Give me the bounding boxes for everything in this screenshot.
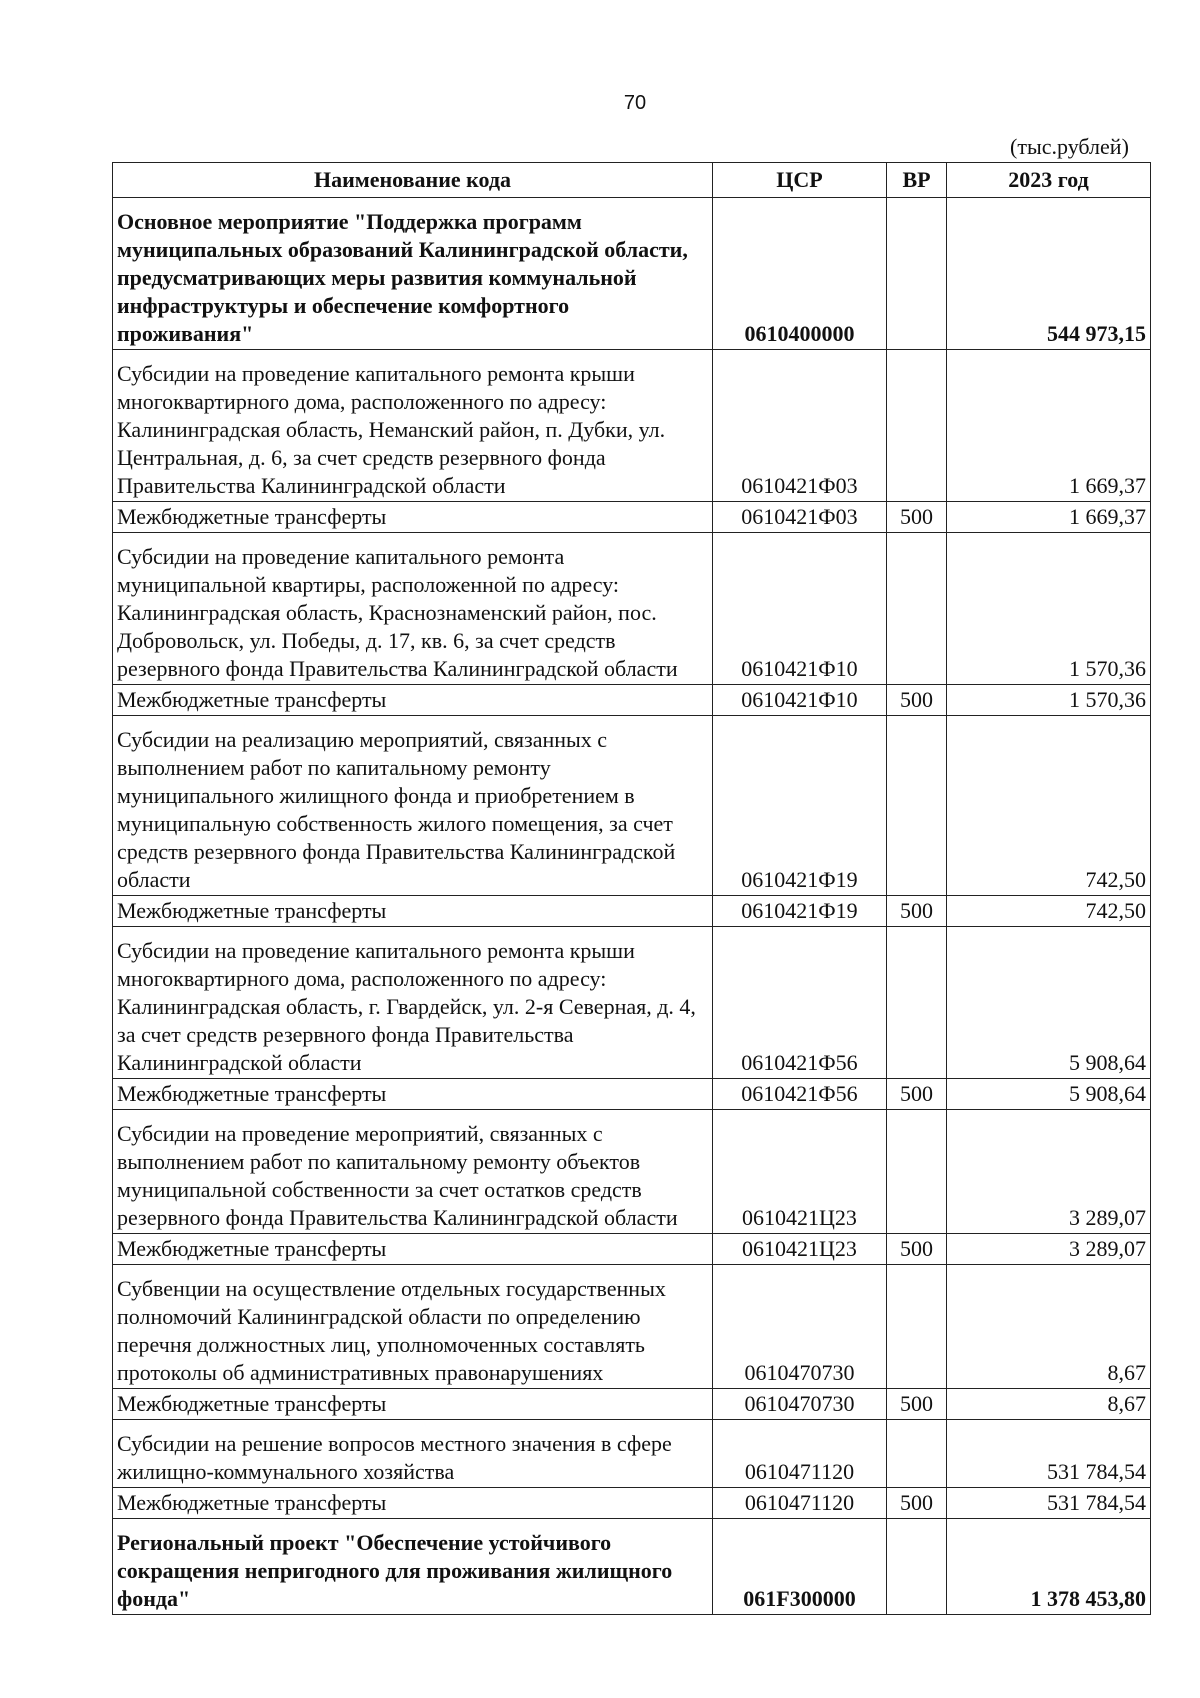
row-vr-cell — [887, 1420, 947, 1488]
row-amount-cell: 1 378 453,80 — [947, 1519, 1151, 1615]
row-name-cell: Межбюджетные трансферты — [113, 896, 713, 927]
table-row — [113, 896, 1151, 927]
row-csr-cell: 0610400000 — [713, 198, 887, 350]
row-csr-cell: 0610421Ц23 — [713, 1110, 887, 1234]
row-amount-cell: 544 973,15 — [947, 198, 1151, 350]
row-csr-cell: 0610421Ф56 — [713, 1079, 887, 1110]
table-row — [113, 1265, 1151, 1389]
table-row — [113, 1420, 1151, 1488]
row-vr-cell: 500 — [887, 896, 947, 927]
row-name-cell: Субсидии на проведение капитального ремонта муниципальной квартиры, расположенной по адресу: Калининградская область, Краснознаменский район, пос. Добровольск, ул. Победы, д. 17, кв. 6, за счет средств резервного фонда Правительства Калининградской области — [113, 533, 713, 685]
row-name-cell: Межбюджетные трансферты — [113, 1389, 713, 1420]
row-amount-cell: 742,50 — [947, 896, 1151, 927]
row-csr-cell: 0610471120 — [713, 1420, 887, 1488]
row-amount-cell: 1 570,36 — [947, 685, 1151, 716]
row-vr-cell — [887, 350, 947, 502]
row-amount-cell: 5 908,64 — [947, 1079, 1151, 1110]
header-name: Наименование кода — [113, 163, 713, 198]
row-csr-cell: 0610421Ц23 — [713, 1234, 887, 1265]
row-name-cell: Субвенции на осуществление отдельных государственных полномочий Калининградской области по определению перечня должностных лиц, уполномоченных составлять протоколы об административных правонарушениях — [113, 1265, 713, 1389]
row-name-cell: Субсидии на реализацию мероприятий, связанных с выполнением работ по капитальному ремонту муниципального жилищного фонда и приобретением в муниципальную собственность жилого помещения, за счет средств резервного фонда Правительства Калининградской области — [113, 716, 713, 896]
row-amount-cell: 1 669,37 — [947, 350, 1151, 502]
row-amount-cell: 531 784,54 — [947, 1488, 1151, 1519]
table-row — [113, 502, 1151, 533]
table-header-row — [113, 163, 1151, 198]
row-amount-cell: 742,50 — [947, 716, 1151, 896]
header-csr: ЦСР — [713, 163, 887, 198]
row-amount-cell: 3 289,07 — [947, 1110, 1151, 1234]
row-csr-cell: 0610421Ф03 — [713, 502, 887, 533]
table-row — [113, 198, 1151, 350]
budget-table — [112, 162, 1151, 1615]
row-vr-cell — [887, 1110, 947, 1234]
row-amount-cell: 1 570,36 — [947, 533, 1151, 685]
table-row — [113, 1110, 1151, 1234]
row-name-cell: Межбюджетные трансферты — [113, 502, 713, 533]
row-vr-cell: 500 — [887, 1488, 947, 1519]
table-row — [113, 350, 1151, 502]
row-vr-cell — [887, 1519, 947, 1615]
row-name-cell: Межбюджетные трансферты — [113, 685, 713, 716]
row-amount-cell: 8,67 — [947, 1389, 1151, 1420]
page-number: 70 — [623, 92, 647, 114]
row-amount-cell: 531 784,54 — [947, 1420, 1151, 1488]
table-row — [113, 1079, 1151, 1110]
table-row — [113, 685, 1151, 716]
table-row — [113, 927, 1151, 1079]
table-row — [113, 716, 1151, 896]
row-name-cell: Субсидии на решение вопросов местного значения в сфере жилищно-коммунального хозяйства — [113, 1420, 713, 1488]
row-amount-cell: 8,67 — [947, 1265, 1151, 1389]
row-name-cell: Региональный проект "Обеспечение устойчивого сокращения непригодного для проживания жилищного фонда" — [113, 1519, 713, 1615]
table-row — [113, 1389, 1151, 1420]
row-name-cell: Межбюджетные трансферты — [113, 1234, 713, 1265]
row-vr-cell: 500 — [887, 1389, 947, 1420]
row-csr-cell: 0610471120 — [713, 1488, 887, 1519]
row-amount-cell: 5 908,64 — [947, 927, 1151, 1079]
row-vr-cell: 500 — [887, 685, 947, 716]
row-csr-cell: 0610421Ф10 — [713, 533, 887, 685]
row-vr-cell — [887, 1265, 947, 1389]
row-csr-cell: 0610421Ф10 — [713, 685, 887, 716]
table-row — [113, 1519, 1151, 1615]
row-name-cell: Субсидии на проведение капитального ремонта крыши многоквартирного дома, расположенного по адресу: Калининградская область, Неманский район, п. Дубки, ул. Центральная, д. 6, за счет средств резервного фонда Правительства Калининградской области — [113, 350, 713, 502]
row-csr-cell: 0610421Ф56 — [713, 927, 887, 1079]
row-vr-cell: 500 — [887, 502, 947, 533]
table-row — [113, 1234, 1151, 1265]
row-csr-cell: 0610421Ф03 — [713, 350, 887, 502]
row-name-cell: Основное мероприятие "Поддержка программ муниципальных образований Калининградской области, предусматривающих меры развития коммунальной инфраструктуры и обеспечение комфортного проживания" — [113, 198, 713, 350]
row-csr-cell: 0610421Ф19 — [713, 896, 887, 927]
row-amount-cell: 1 669,37 — [947, 502, 1151, 533]
row-vr-cell — [887, 198, 947, 350]
row-vr-cell: 500 — [887, 1234, 947, 1265]
table-row — [113, 533, 1151, 685]
header-vr: ВР — [887, 163, 947, 198]
table-row — [113, 1488, 1151, 1519]
row-name-cell: Субсидии на проведение капитального ремонта крыши многоквартирного дома, расположенного по адресу: Калининградская область, г. Гвардейск, ул. 2-я Северная, д. 4, за счет средств резервного фонда Правительства Калининградской области — [113, 927, 713, 1079]
units-label: (тыс.рублей) — [1010, 134, 1129, 159]
row-vr-cell: 500 — [887, 1079, 947, 1110]
row-amount-cell: 3 289,07 — [947, 1234, 1151, 1265]
row-vr-cell — [887, 927, 947, 1079]
row-csr-cell: 0610470730 — [713, 1389, 887, 1420]
row-csr-cell: 0610421Ф19 — [713, 716, 887, 896]
row-vr-cell — [887, 533, 947, 685]
row-name-cell: Межбюджетные трансферты — [113, 1079, 713, 1110]
header-year: 2023 год — [947, 163, 1151, 198]
row-csr-cell: 0610470730 — [713, 1265, 887, 1389]
row-csr-cell: 061F300000 — [713, 1519, 887, 1615]
row-name-cell: Межбюджетные трансферты — [113, 1488, 713, 1519]
row-vr-cell — [887, 716, 947, 896]
table-body — [113, 198, 1151, 1615]
row-name-cell: Субсидии на проведение мероприятий, связанных с выполнением работ по капитальному ремонту объектов муниципальной собственности за счет остатков средств резервного фонда Правительства Калининградской области — [113, 1110, 713, 1234]
